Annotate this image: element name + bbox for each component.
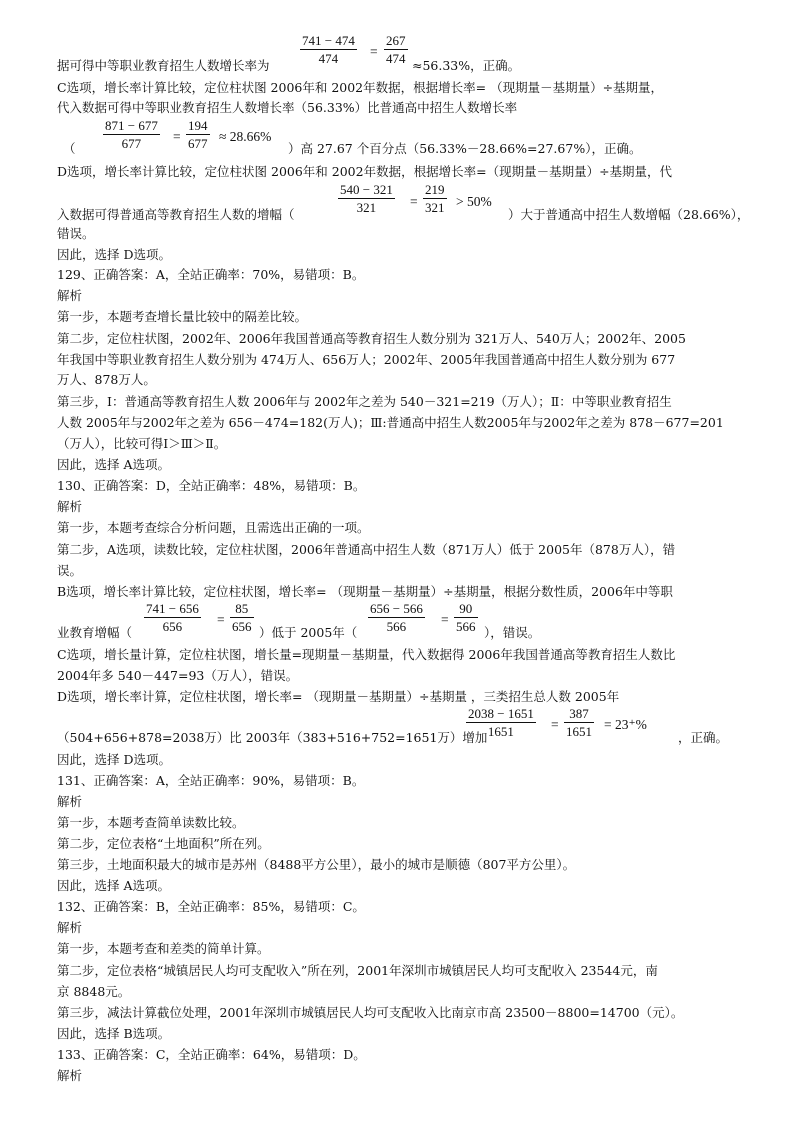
text-line: 第二步，定位表格“城镇居民人均可支配收入”所在列，2001年深圳市城镇居民人均可支配收入 23544元，南 [57,963,658,978]
text-line: （504+656+878=2038万）比 2003年（383+516+752=1651万）增加 [57,730,488,745]
text-line: 因此，选择 D选项。 [57,752,171,767]
text-line: C选项，增长量计算，定位柱状图，增长量=现期量－基期量，代入数据得 2006年我国普通高等教育招生人数比 [57,647,676,662]
text-line: （万人），比较可得Ⅰ＞Ⅲ＞Ⅱ。 [57,436,227,451]
fraction: 741 − 474 474 [302,33,355,66]
fraction: 656 − 566 566 [370,601,423,634]
fraction: 540 − 321 321 [340,182,393,215]
section-label: 解析 [57,499,83,514]
text-line: 据可得中等职业教育招生人数增长率为 [57,58,270,73]
text-line: ≈56.33%，正确。 [412,58,521,73]
text-line: 万人、878万人。 [57,372,156,387]
answer-heading: 129、正确答案：A，全站正确率：70%，易错项：B。 [57,267,365,282]
text-line: 第二步，定位柱状图，2002年、2006年我国普通高等教育招生人数分别为 321万人、540万人；2002年、2005 [57,331,686,346]
math-operator: > 50% [456,194,492,209]
text-line: 因此，选择 D选项。 [57,247,171,262]
math-operator: = [370,44,378,59]
text-line: ）低于 2005年（ [259,625,358,640]
section-label: 解析 [57,794,83,809]
fraction: 387 1651 [566,706,592,739]
math-operator: = 23⁺% [604,717,647,732]
fraction: 219 321 [425,182,445,215]
text-line: 第二步，A选项，读数比较，定位柱状图，2006年普通高中招生人数（871万人）低于 2005年（878万人），错 [57,542,676,557]
text-line: ），错误。 [484,625,541,640]
text-line: 因此，选择 B选项。 [57,1026,171,1041]
text-line: 年我国中等职业教育招生人数分别为 474万人、656万人；2002年、2005年我国普通高中招生人数分别为 677 [57,352,676,367]
math-operator: = [441,612,449,627]
text-line: 第三步，Ⅰ：普通高等教育招生人数 2006年与 2002年之差为 540－321=219（万人）；Ⅱ：中等职业教育招生 [57,394,672,409]
answer-heading: 130、正确答案：D，全站正确率：48%，易错项：B。 [57,478,366,493]
text-line: 误。 [57,563,83,578]
fraction: 90 566 [456,601,476,634]
text-line: 第三步，减法计算截位处理，2001年深圳市城镇居民人均可支配收入比南京市高 23500－8800=14700（元）。 [57,1005,684,1020]
fraction: 741 − 656 656 [146,601,199,634]
text-line: D选项，增长率计算比较，定位柱状图 2006年和 2002年数据，根据增长率=（现期量－基期量）÷基期量，代 [57,164,673,179]
text-line: ，正确。 [678,730,729,745]
text-line: 2004年多 540－447=93（万人），错误。 [57,668,299,683]
text-line: 入数据可得普通高等教育招生人数的增幅（ [57,207,295,222]
text-line: 业教育增幅（ [57,625,133,640]
answer-heading: 132、正确答案：B，全站正确率：85%，易错项：C。 [57,899,365,914]
text-line: 人数 2005年与2002年之差为 656－474=182(万人)；Ⅲ:普通高中招生人数2005年与2002年之差为 878－677=201 [57,415,724,430]
text-line: 京 8848元。 [57,984,131,999]
text-line: 因此，选择 A选项。 [57,878,171,893]
text-line: 第三步，土地面积最大的城市是苏州（8488平方公里），最小的城市是顺德（807平方公里）。 [57,857,576,872]
text-line: 因此，选择 A选项。 [57,457,171,472]
fraction: 194 677 [188,118,208,151]
math-operator: = [217,612,225,627]
fraction: 871 − 677 677 [105,118,158,151]
text-line: 错误。 [57,226,95,241]
math-operator: ≈ 28.66% [219,129,272,144]
text-line: 第一步，本题考查增长量比较中的隔差比较。 [57,309,308,324]
text-line: C选项，增长率计算比较，定位柱状图 2006年和 2002年数据，根据增长率= （现期量－基期量）÷基期量， [57,80,664,95]
math-operator: = [173,129,181,144]
text-line: （ [63,141,76,156]
fraction: 267 474 [386,33,406,66]
text-line: B选项，增长率计算比较，定位柱状图，增长率= （现期量－基期量）÷基期量，根据分数性质，2006年中等职 [57,584,673,599]
section-label: 解析 [57,920,83,935]
text-line: 第一步，本题考查简单读数比较。 [57,815,245,830]
section-label: 解析 [57,288,83,303]
text-line: D选项，增长率计算，定位柱状图，增长率= （现期量－基期量）÷基期量 ，三类招生总人数 2005年 [57,689,620,704]
answer-heading: 133、正确答案：C，全站正确率：64%，易错项：D。 [57,1047,366,1062]
math-operator: = [551,717,559,732]
fraction: 85 656 [232,601,252,634]
text-line: 第一步，本题考查综合分析问题，且需选出正确的一项。 [57,520,370,535]
text-line: 第一步，本题考查和差类的简单计算。 [57,941,270,956]
math-operator: = [410,194,418,209]
fraction: 2038 − 1651 1651 [468,706,534,739]
text-line: 第二步，定位表格“土地面积”所在列。 [57,836,270,851]
text-line: 代入数据可得中等职业教育招生人数增长率（56.33%）比普通高中招生人数增长率 [57,100,518,115]
text-line: ）高 27.67 个百分点（56.33%－28.66%=27.67%），正确。 [288,141,642,156]
section-label: 解析 [57,1068,83,1083]
text-line: ）大于普通高中招生人数增幅（28.66%）， [508,207,750,222]
answer-heading: 131、正确答案：A，全站正确率：90%，易错项：B。 [57,773,365,788]
